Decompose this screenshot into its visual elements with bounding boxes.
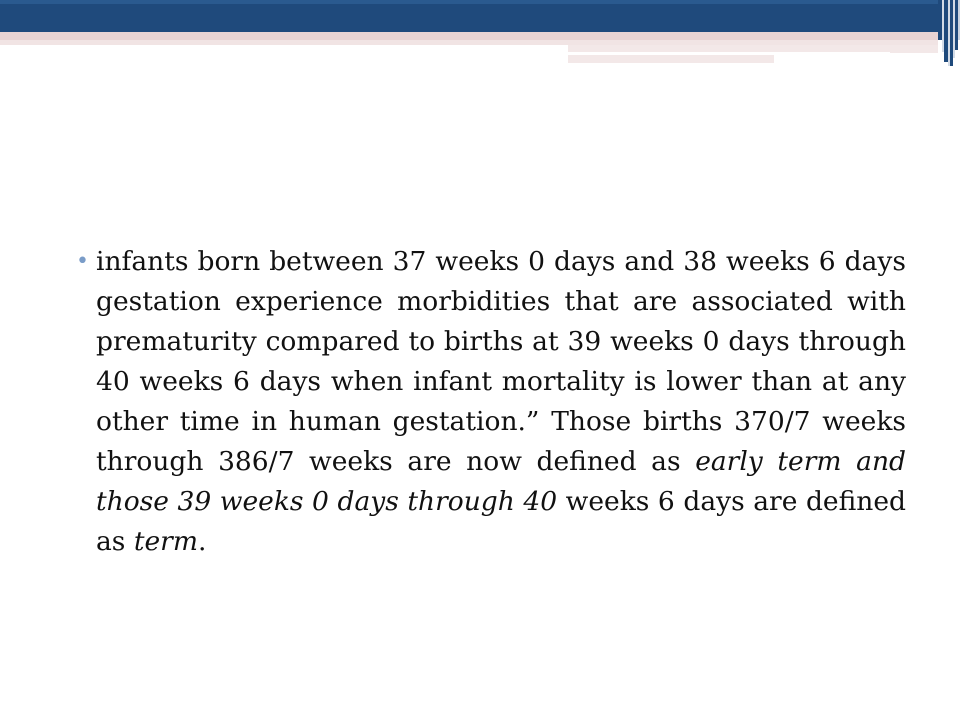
body-text: infants born between 37 weeks 0 days and 38 weeks 6 days gestation experience morbidities that are associated with prematurity compared to births at 39 weeks 0 days through 40 weeks 6 days when infant mortality is lower than at any other time in human gestation.” Those births 370/7 weeks through 386/7 weeks are now defined as <box>96 246 906 477</box>
emphasis-term: term <box>133 526 198 557</box>
bullet-icon: • <box>76 249 89 274</box>
emphasis-early-term: early term and those 39 weeks 0 days through 40 <box>96 446 906 517</box>
slide-body <box>74 242 906 562</box>
header-accent-divider <box>568 52 890 54</box>
header-bar <box>0 0 938 32</box>
header-accent-strip-shortest <box>568 55 774 63</box>
body-text: . <box>197 526 207 557</box>
bullet-paragraph <box>74 242 906 562</box>
header-accent-strip <box>0 32 938 40</box>
body-text: weeks 6 days are defined as <box>96 486 906 557</box>
header-bar-highlight <box>0 0 938 4</box>
